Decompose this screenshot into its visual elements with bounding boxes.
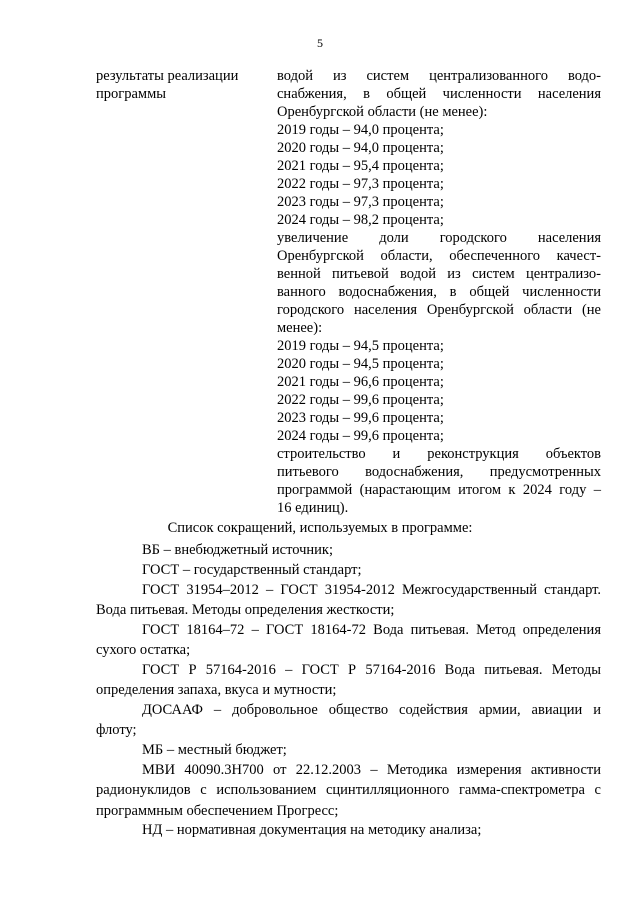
- abbreviation-item: [96, 820, 601, 840]
- abbreviation-line: сухого остатка;: [96, 642, 191, 659]
- abbreviation-item: [96, 580, 601, 621]
- abbreviation-line: МБ – местный бюджет;: [142, 742, 287, 758]
- abbreviation-line: МВИ 40090.3Н700 от 22.12.2003 – Методика измерения активности: [142, 762, 601, 778]
- abbreviation-line: ГОСТ – государственный стандарт;: [142, 562, 362, 578]
- label-line: результаты реализации: [96, 68, 239, 84]
- value-line: 2020 годы – 94,5 процента;: [277, 356, 444, 372]
- abbreviation-item: [96, 560, 601, 580]
- value-line: строительство и реконструкция объектов: [277, 446, 601, 462]
- abbreviation-item: [96, 620, 601, 661]
- value-line: водой из систем централизованного водо-: [277, 68, 601, 84]
- value-line: программой (нарастающим итогом к 2024 году –: [277, 482, 601, 498]
- value-line: 2021 годы – 95,4 процента;: [277, 158, 444, 174]
- abbreviation-line: радионуклидов с использованием сцинтилляционного гамма-спектрометра с: [96, 782, 601, 799]
- abbreviation-item: [96, 540, 601, 560]
- value-line: 2022 годы – 97,3 процента;: [277, 176, 444, 192]
- abbreviation-line: программным обеспечением Прогресс;: [96, 802, 339, 819]
- abbreviations-heading: Список сокращений, используемых в программе:: [167, 520, 473, 536]
- abbreviation-line: НД – нормативная документация на методику анализа;: [142, 822, 482, 838]
- abbreviation-item: [96, 760, 601, 821]
- value-line: Оренбургской области (не менее):: [277, 104, 488, 120]
- abbreviation-line: ГОСТ 18164–72 – ГОСТ 18164-72 Вода питьевая. Метод определения: [142, 622, 601, 638]
- abbreviation-item: [96, 660, 601, 701]
- value-line: 2019 годы – 94,5 процента;: [277, 338, 444, 354]
- value-line: менее):: [277, 320, 323, 336]
- value-line: увеличение доли городского населения: [277, 230, 601, 246]
- value-line: 2023 годы – 97,3 процента;: [277, 194, 444, 210]
- value-line: 2021 годы – 96,6 процента;: [277, 374, 444, 390]
- value-line: 2022 годы – 99,6 процента;: [277, 392, 444, 408]
- value-line: 16 единиц).: [277, 500, 349, 516]
- table-value-cell: [277, 67, 601, 517]
- abbreviation-item: [96, 740, 601, 760]
- value-line: Оренбургской области, обеспеченного качест-: [277, 248, 601, 264]
- value-line: 2024 годы – 99,6 процента;: [277, 428, 444, 444]
- abbreviation-line: определения запаха, вкуса и мутности;: [96, 682, 337, 699]
- value-line: городского населения Оренбургской области (не: [277, 302, 601, 318]
- abbreviation-item: [96, 700, 601, 741]
- abbreviation-line: ГОСТ 31954–2012 – ГОСТ 31954-2012 Межгосударственный стандарт.: [142, 582, 601, 598]
- table-label-cell: [96, 67, 266, 103]
- value-line: 2024 годы – 98,2 процента;: [277, 212, 444, 228]
- value-line: 2019 годы – 94,0 процента;: [277, 122, 444, 138]
- abbreviation-line: флоту;: [96, 722, 137, 739]
- value-line: питьевого водоснабжения, предусмотренных: [277, 464, 601, 480]
- abbreviation-line: ВБ – внебюджетный источник;: [142, 542, 333, 558]
- abbreviation-line: Вода питьевая. Методы определения жесткости;: [96, 602, 395, 619]
- abbreviation-line: ГОСТ Р 57164-2016 – ГОСТ Р 57164-2016 Вода питьевая. Методы: [142, 662, 601, 678]
- value-line: венной питьевой водой из систем централизо-: [277, 266, 601, 282]
- label-line: программы: [96, 86, 166, 102]
- value-line: 2023 годы – 99,6 процента;: [277, 410, 444, 426]
- abbreviation-line: ДОСААФ – добровольное общество содействия армии, авиации и: [142, 702, 601, 718]
- value-line: 2020 годы – 94,0 процента;: [277, 140, 444, 156]
- page-number: 5: [317, 36, 323, 50]
- value-line: снабжения, в общей численности населения: [277, 86, 601, 102]
- value-line: ванного водоснабжения, в общей численности: [277, 284, 601, 300]
